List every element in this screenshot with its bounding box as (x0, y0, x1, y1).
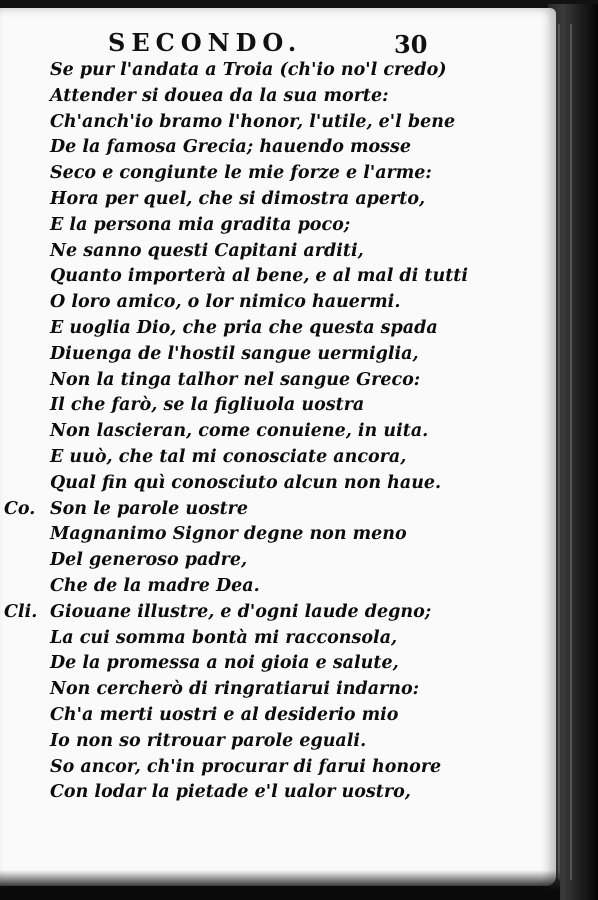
verse-line (50, 471, 550, 497)
verse-line (50, 626, 550, 652)
verse-line (50, 187, 550, 213)
verse-line-text: Non la tinga talhor nel sangue Greco: (50, 369, 421, 390)
verse-line-text: Ch'a merti uostri e al desiderio mio (50, 704, 399, 725)
verse-line (50, 239, 550, 265)
verse-line (50, 161, 550, 187)
verse-line-text: Qual fin quì conosciuto alcun non haue. (50, 472, 442, 493)
verse-line-text: De la promessa a noi gioia e salute, (50, 653, 399, 674)
page-edge-strip (570, 24, 572, 880)
verse-line-text: Son le parole uostre (50, 498, 249, 519)
verse-line (50, 729, 550, 755)
verse-line-text: Se pur l'andata a Troia (ch'io no'l credo) (50, 60, 447, 80)
verse-line-text: E uuò, che tal mi conosciate ancora, (50, 446, 407, 467)
verse-line-text: Giouane illustre, e d'ogni laude degno; (50, 601, 432, 622)
verse-line-text: Ne sanno questi Capitani arditi, (50, 240, 364, 261)
verse-line-text: Attender si doueа da la sua morte: (50, 85, 389, 106)
verse-line-text: Magnanimo Signor degne non meno (50, 524, 407, 545)
verse-line-text: La cui somma bontà mi racconsola, (50, 627, 398, 648)
verse-line-text: Il che farò, se la figliuola uostra (50, 395, 365, 416)
verse-line-text: Che de la madre Dea. (50, 575, 260, 596)
verse-line-text: Hora per quel, che si dimostra aperto, (50, 188, 426, 209)
verse-line (50, 419, 550, 445)
verse-line-text: Ch'anch'io bramo l'honor, l'utile, e'l bene (50, 111, 456, 132)
verse-line (50, 135, 550, 161)
bottom-shadow (0, 870, 560, 900)
verse-text-block (4, 58, 550, 806)
verse-line (4, 497, 550, 523)
verse-line (50, 677, 550, 703)
page-number: 30 (394, 30, 428, 59)
verse-line (50, 264, 550, 290)
verse-line (4, 600, 550, 626)
verse-line-text: So ancor, ch'in procurar di farui honore (50, 756, 442, 777)
verse-line (50, 755, 550, 781)
verse-line (50, 316, 550, 342)
verse-line (50, 703, 550, 729)
verse-line (50, 84, 550, 110)
running-head: SECONDO. (108, 28, 303, 57)
verse-line-text: Seco e congiunte le mie forze e l'arme: (50, 163, 432, 184)
verse-line-text: De la famosa Grecia; hauendo mosse (50, 137, 411, 158)
verse-line (50, 342, 550, 368)
verse-line (50, 522, 550, 548)
verse-line-text: Non cercherò di ringratiarui indarno: (50, 679, 420, 700)
verse-line (50, 548, 550, 574)
page-edge-strip (558, 24, 560, 880)
verse-line (50, 393, 550, 419)
verse-line-text: Non lascieran, come conuiene, in uita. (50, 421, 429, 442)
verse-line-text: E la persona mia gradita poco; (50, 214, 351, 235)
verse-line (50, 58, 550, 84)
verse-line-text: Quanto importerà al bene, e al mal di tutti (50, 266, 469, 287)
speaker-label: Cli. (4, 601, 38, 622)
verse-line (50, 110, 550, 136)
verse-line-text: O loro amico, o lor nimico hauermi. (50, 292, 401, 313)
verse-line (50, 368, 550, 394)
speaker-label: Co. (4, 498, 36, 519)
verse-line (50, 780, 550, 806)
verse-line-text: Con lodar la pietade e'l ualor uostro, (50, 782, 411, 803)
verse-line (50, 290, 550, 316)
verse-line (50, 651, 550, 677)
verse-line-text: Io non so ritrouar parole eguali. (50, 730, 367, 751)
verse-line-text: Del generoso padre, (50, 550, 248, 571)
verse-line (50, 445, 550, 471)
verse-line (50, 574, 550, 600)
verse-line-text: Diuenga de l'hostil sangue uermiglia, (50, 343, 419, 364)
verse-line-text: E uoglia Dio, che pria che questa spada (50, 317, 438, 338)
verse-line (50, 213, 550, 239)
